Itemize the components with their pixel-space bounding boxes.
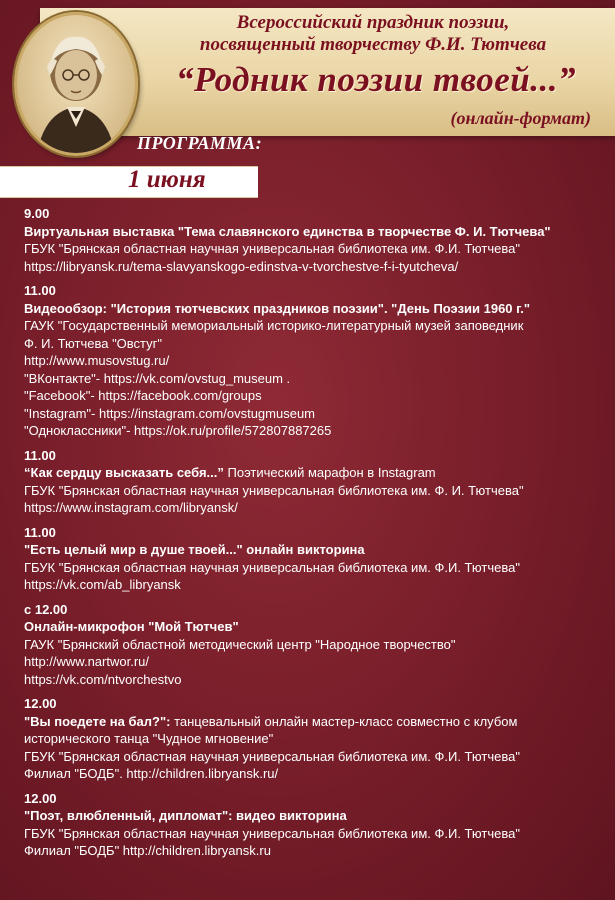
event-line: [24, 223, 609, 241]
event-time: 11.00: [24, 283, 56, 298]
event-text[interactable]: Филиал "БОДБ" http://children.libryansk.ru: [24, 843, 271, 858]
event-text: ГБУК "Брянская областная научная универсальная библиотека им. Ф.И. Тютчева": [24, 241, 520, 256]
program-heading: ПРОГРАММА:: [137, 133, 263, 153]
event-text[interactable]: http://www.musovstug.ru/: [24, 353, 170, 368]
event-line: [24, 807, 609, 825]
event-line: [24, 482, 609, 500]
event-text[interactable]: https://www.instagram.com/libryansk/: [24, 500, 238, 515]
event-text[interactable]: "ВКонтакте"- https://vk.com/ovstug_museum .: [24, 370, 291, 386]
event-text: ГАУК "Государственный мемориальный историко-литературный музей заповедник: [24, 318, 524, 333]
event-text: ГАУК "Брянский областной методический центр "Народное творчество": [24, 636, 456, 652]
event-text: ГБУК "Брянская областная научная универсальная библиотека им. Ф. И. Тютчева": [24, 482, 524, 498]
event-item: [24, 205, 609, 275]
event-line: [24, 240, 609, 258]
event-line: [24, 258, 609, 276]
event-text: Ф. И. Тютчева "Овстуг": [24, 335, 163, 351]
event-time: 12.00: [24, 790, 57, 806]
event-line: [24, 825, 609, 843]
event-line: [24, 464, 609, 482]
event-line: [24, 499, 609, 517]
event-line: [24, 748, 609, 766]
event-text[interactable]: "Facebook"- https://facebook.com/groups: [24, 388, 262, 403]
event-text: исторического танца "Чудное мгновение": [24, 731, 274, 746]
event-line: [24, 653, 609, 671]
event-line: [24, 618, 609, 636]
event-title: "Есть целый мир в душе твоей..." онлайн викторина: [24, 542, 365, 557]
event-text: ГБУК "Брянская областная научная универсальная библиотека им. Ф.И. Тютчева": [24, 559, 520, 575]
event-line: [24, 559, 609, 577]
event-line: [24, 842, 609, 860]
event-item: [24, 524, 609, 594]
event-line: [24, 713, 609, 731]
title-line-2: посвященный творчеству Ф.И. Тютчева: [199, 34, 547, 55]
event-title: Виртуальная выставка "Тема славянского единства в творчестве Ф. И. Тютчева": [24, 223, 551, 239]
event-text: ГБУК "Брянская областная научная универсальная библиотека им. Ф.И. Тютчева": [24, 825, 520, 841]
event-line: [24, 765, 609, 783]
event-line: [24, 317, 609, 335]
event-text: ГБУК "Брянская областная научная универсальная библиотека им. Ф.И. Тютчева": [24, 748, 520, 764]
event-title: "Поэт, влюбленный, дипломат": видео викторина: [24, 808, 347, 823]
title-line-1: Всероссийский праздник поэзии,: [236, 12, 510, 33]
event-line: [24, 352, 609, 370]
event-title: Видеообзор: "История тютчевских праздников поэзии". "День Поэзии 1960 г.": [24, 300, 531, 316]
event-text[interactable]: http://www.nartwor.ru/: [24, 654, 149, 669]
festival-title: [148, 12, 598, 56]
event-item: [24, 601, 609, 689]
main-slogan: “Родник поэзии твоей...”: [176, 60, 576, 99]
event-time: 12.00: [24, 696, 57, 711]
event-line: [24, 541, 609, 559]
event-title: Онлайн-микрофон "Мой Тютчев": [24, 619, 239, 634]
event-list: [24, 205, 609, 867]
event-text: танцевальный онлайн мастер-класс совместно с клубом: [170, 713, 518, 729]
event-item: [24, 282, 609, 440]
event-item: [24, 790, 609, 860]
event-title: "Вы поедете на бал?":: [24, 713, 171, 729]
event-title: “Как сердцу высказать себя...”: [24, 465, 224, 480]
date-banner: [0, 166, 258, 198]
event-item: [24, 695, 609, 783]
event-line: [24, 335, 609, 353]
event-line: [24, 636, 609, 654]
header: [0, 0, 615, 193]
event-text[interactable]: https://vk.com/ntvorchestvo: [24, 671, 182, 687]
event-time: 9.00: [24, 206, 50, 221]
portrait-illustration: [17, 15, 135, 153]
event-line: [24, 671, 609, 689]
event-text: Поэтический марафон в Instagram: [223, 465, 436, 480]
event-time: 11.00: [24, 524, 56, 540]
event-line: [24, 422, 609, 440]
format-label: (онлайн-формат): [450, 108, 591, 128]
event-item: [24, 447, 609, 517]
event-line: [24, 405, 609, 423]
event-text[interactable]: https://libryansk.ru/tema-slavyanskogo-edinstva-v-tvorchestve-f-i-tyutcheva/: [24, 258, 459, 274]
event-text[interactable]: https://vk.com/ab_libryansk: [24, 577, 181, 592]
tyutchev-portrait: [14, 12, 138, 156]
event-text[interactable]: "Instagram"- https://instagram.com/ovstugmuseum: [24, 405, 316, 421]
event-line: [24, 576, 609, 594]
event-line: [24, 300, 609, 318]
event-line: [24, 730, 609, 748]
date-label: 1 июня: [128, 166, 206, 193]
event-text[interactable]: "Одноклассники"- https://ok.ru/profile/572807887265: [24, 423, 332, 438]
event-text[interactable]: Филиал "БОДБ". http://children.libryansk.ru/: [24, 766, 279, 781]
event-time: с 12.00: [24, 601, 68, 617]
event-line: [24, 370, 609, 388]
event-time: 11.00: [24, 447, 56, 463]
event-line: [24, 387, 609, 405]
